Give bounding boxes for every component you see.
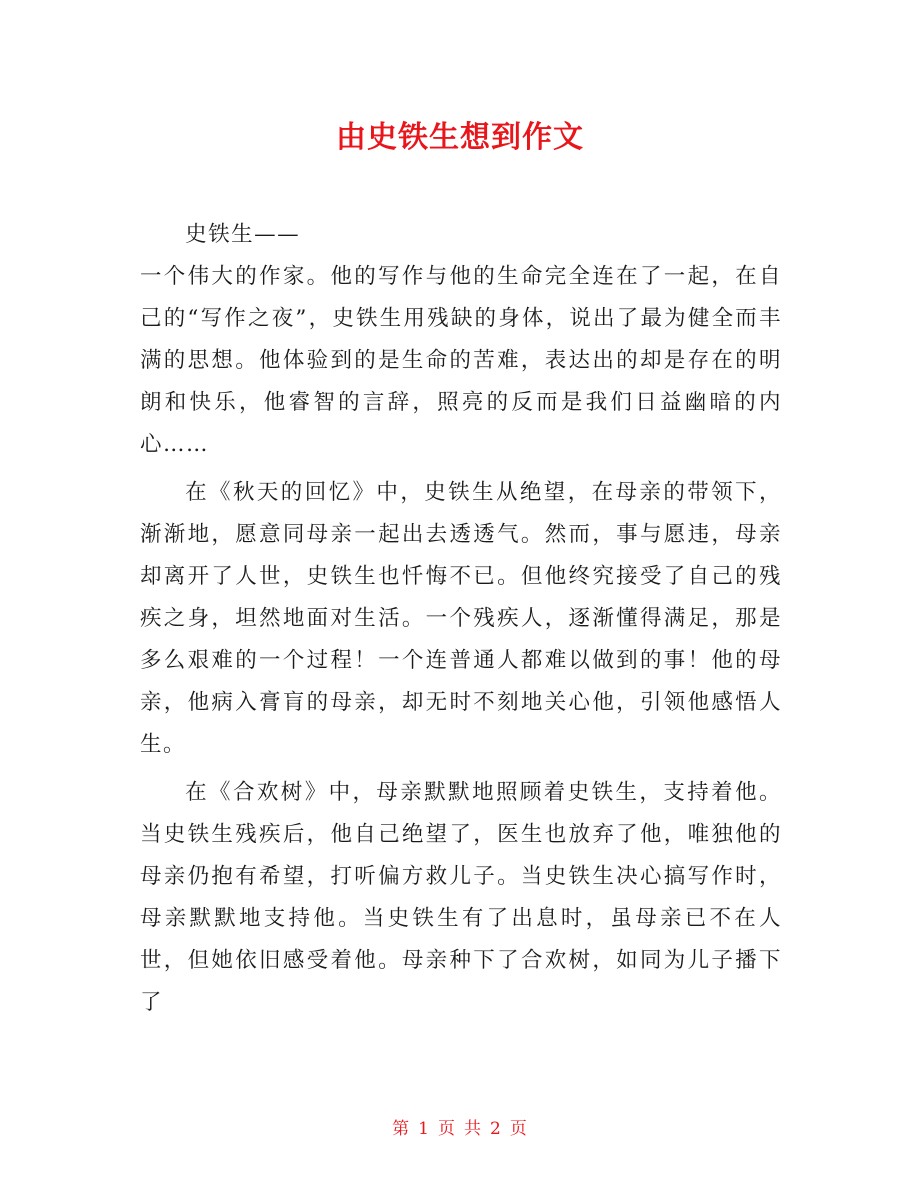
paragraph-silk-tree: 在《合欢树》中，母亲默默地照顾着史铁生，支持着他。当史铁生残疾后，他自己绝望了，医生也放弃了他，唯独他的母亲仍抱有希望，打听偏方救儿子。当史铁生决心搞写作时，母亲默默地支持他。当史铁生有了出息时，虽母亲已不在人世，但她依旧感受着他。母亲种下了合欢树，如同为儿子播下了 — [140, 780, 782, 1015]
paragraph-autumn-memory: 在《秋天的回忆》中，史铁生从绝望，在母亲的带领下，渐渐地，愿意同母亲一起出去透透气。然而，事与愿违，母亲却离开了人世，史铁生也忏悔不已。但他终究接受了自己的残疾之身，坦然地面对生活。一个残疾人，逐渐懂得满足，那是多么艰难的一个过程！一个连普通人都难以做到的事！他的母亲，他病入膏肓的母亲，却无时不刻地关心他，引领他感悟人生。 — [140, 480, 782, 757]
document-body — [140, 214, 782, 1030]
paragraph-intro-heading: 史铁生—— — [185, 222, 301, 247]
footer-total-pages: 2 — [490, 1119, 502, 1139]
page-footer — [0, 1114, 920, 1139]
paragraph-intro-body: 一个伟大的作家。他的写作与他的生命完全连在了一起，在自己的“写作之夜”，史铁生用残缺的身体，说出了最为健全而丰满的思想。他体验到的是生命的苦难，表达出的却是存在的明朗和快乐，他睿智的言辞，照亮的反而是我们日益幽暗的内心…… — [140, 264, 782, 457]
footer-page-unit: 页 — [438, 1119, 456, 1139]
footer-total-prefix: 共 — [464, 1119, 482, 1139]
footer-prefix: 第 — [392, 1119, 411, 1139]
footer-total-unit: 页 — [509, 1119, 528, 1139]
document-title: 由史铁生想到作文 — [336, 120, 584, 155]
footer-current-page: 1 — [418, 1119, 430, 1139]
